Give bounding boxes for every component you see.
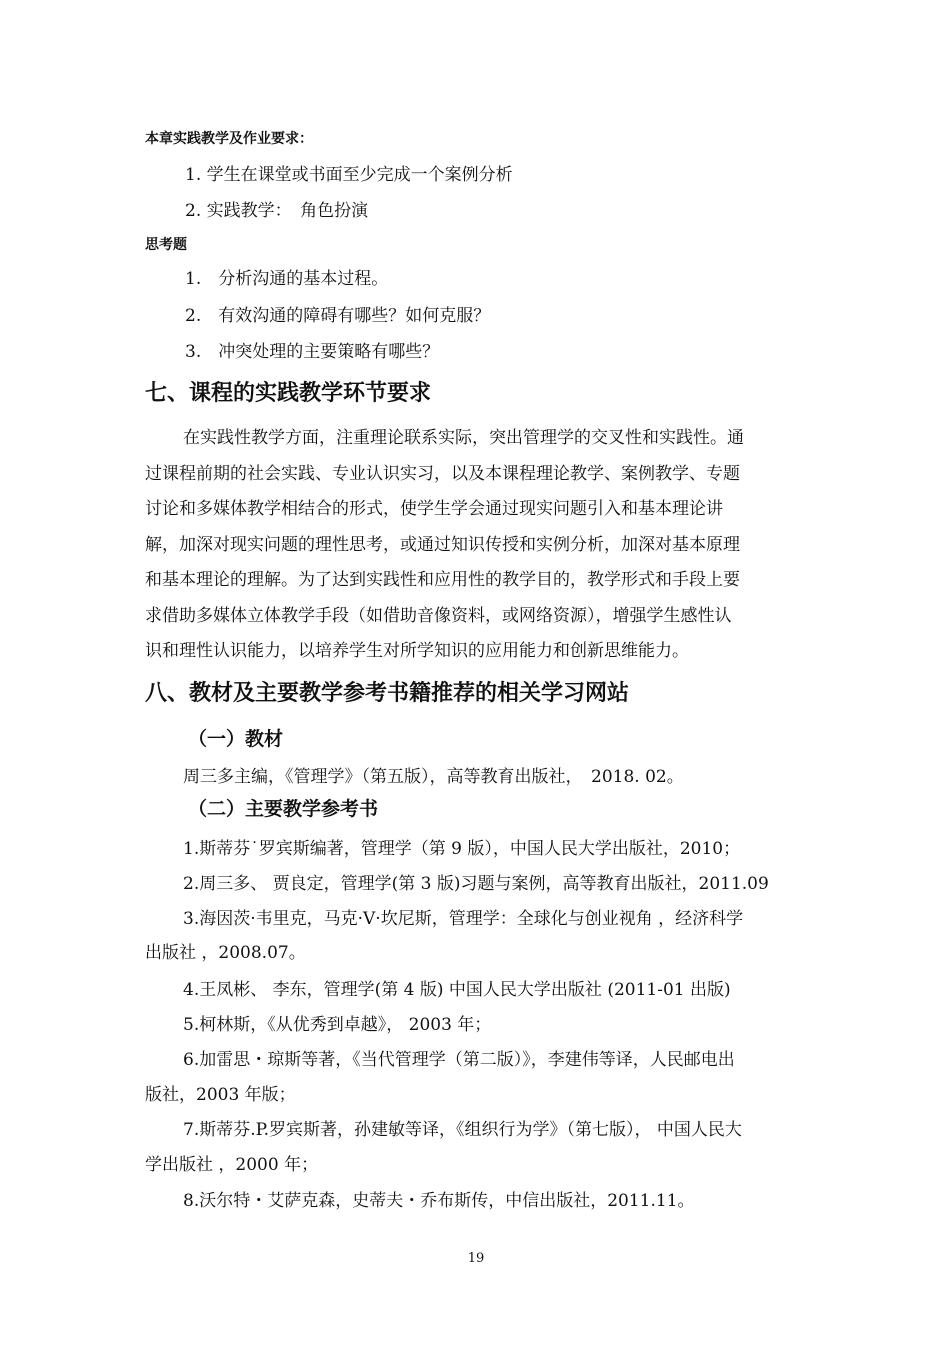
ref-5: 5.柯林斯，《从优秀到卓越》， 2003 年； [183, 1015, 492, 1035]
section7-line-4: 解，加深对现实问题的理性思考，或通过知识传授和实例分析，加深对基本原理 [145, 534, 740, 555]
ref-7: 7.斯蒂芬.P.罗宾斯著，孙建敏等译，《组织行为学》（第七版）， 中国人民大 [183, 1120, 742, 1140]
question-item-2: 2. 有效沟通的障碍有哪些？如何克服？ [185, 306, 491, 326]
section7-paragraph [145, 421, 744, 670]
section7-line-6: 求借助多媒体立体教学手段（如借助音像资料，或网络资源），增强学生感性认 [145, 605, 732, 626]
section8-heading: 八、教材及主要教学参考书籍推荐的相关学习网站 [145, 681, 630, 706]
questions-title: 思考题 [145, 237, 187, 253]
ref-1: 1.斯蒂芬˙罗宾斯编著，管理学（第 9 版），中国人民大学出版社，2010； [183, 839, 741, 859]
ref-3: 3.海因茨·韦里克，马克·V·坎尼斯，管理学：全球化与创业视角 ，经济科学 [183, 909, 744, 929]
section7-heading: 七、课程的实践教学环节要求 [145, 381, 432, 406]
practice-item-2: 2. 实践教学： 角色扮演 [185, 201, 369, 221]
refs-heading: （二）主要教学参考书 [188, 798, 379, 820]
section7-line-5: 和基本理论的理解。为了达到实践性和应用性的教学目的，教学形式和手段上要 [145, 570, 740, 590]
ref-6: 6.加雷思・琼斯等著，《当代管理学（第二版）》，李建伟等译，人民邮电出 [183, 1050, 735, 1070]
ref-4: 4.王凤彬、 李东，管理学(第 4 版) 中国人民大学出版社 (2011-01 出版) [183, 980, 731, 1000]
section7-line-1: 在实践性教学方面，注重理论联系实际，突出管理学的交叉性和实践性。通 [183, 428, 744, 448]
practice-item-1: 1. 学生在课堂或书面至少完成一个案例分析 [185, 165, 513, 185]
section7-line-3: 讨论和多媒体教学相结合的形式，使学生学会通过现实问题引入和基本理论讲 [145, 499, 723, 519]
ref-6-cont: 版社，2003 年版； [145, 1085, 296, 1105]
ref-7-cont: 学出版社 ，2000 年； [145, 1155, 319, 1175]
section7-line-7: 识和理性认识能力，以培养学生对所学知识的应用能力和创新思维能力。 [145, 641, 689, 661]
ref-3-cont: 出版社 ，2008.07。 [145, 943, 306, 963]
section7-line-2: 过课程前期的社会实践、专业认识实习，以及本课程理论教学、案例教学、专题 [145, 463, 740, 484]
textbook-heading: （一）教材 [188, 728, 284, 750]
ref-8: 8.沃尔特・艾萨克森，史蒂夫・乔布斯传，中信出版社，2011.11。 [183, 1191, 695, 1211]
textbook-entry: 周三多主编，《管理学》（第五版），高等教育出版社， 2018. 02。 [183, 767, 684, 787]
question-item-3: 3. 冲突处理的主要策略有哪些？ [185, 342, 440, 362]
question-item-1: 1. 分析沟通的基本过程。 [185, 269, 389, 289]
ref-2: 2.周三多、 贾良定，管理学(第 3 版)习题与案例，高等教育出版社，2011.09 [183, 874, 769, 894]
page-number: 19 [467, 1251, 485, 1266]
practice-requirements-title: 本章实践教学及作业要求： [145, 131, 313, 147]
